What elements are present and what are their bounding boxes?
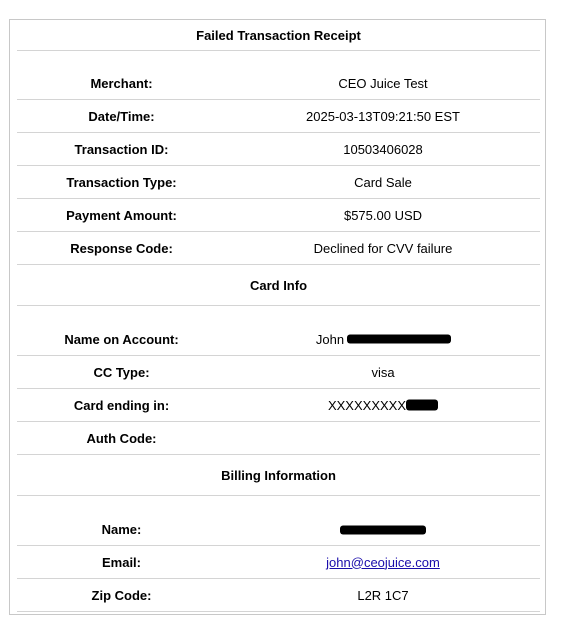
datetime-row: [17, 100, 540, 133]
transaction-type-label: Transaction Type:: [66, 174, 177, 190]
name-on-account-value: [226, 332, 540, 347]
cc-type-value: visa: [371, 364, 395, 380]
email-row: [17, 546, 540, 579]
datetime-value: 2025-03-13T09:21:50 EST: [306, 108, 460, 124]
redaction-mark: [340, 526, 426, 535]
zip-code-row: [17, 579, 540, 612]
datetime-label: Date/Time:: [88, 108, 155, 124]
payment-amount-label: Payment Amount:: [66, 207, 177, 223]
merchant-value: CEO Juice Test: [338, 75, 428, 91]
email-link[interactable]: john@ceojuice.com: [326, 554, 440, 570]
zip-code-label: Zip Code:: [91, 587, 152, 603]
card-ending-masked: XXXXXXXXX: [327, 397, 407, 413]
transaction-id-label: Transaction ID:: [74, 141, 169, 157]
card-ending-label: Card ending in:: [73, 397, 170, 413]
card-ending-row: [17, 389, 540, 422]
billing-name-value: [226, 522, 540, 537]
spacer: [17, 496, 540, 513]
transaction-type-value: Card Sale: [354, 174, 412, 190]
transaction-id-value: 10503406028: [343, 141, 423, 157]
auth-code-label: Auth Code:: [86, 430, 157, 446]
name-on-account-row: [17, 323, 540, 356]
spacer: [17, 51, 540, 67]
receipt-title: Failed Transaction Receipt: [17, 20, 540, 51]
cc-type-label: CC Type:: [93, 364, 150, 380]
response-code-row: [17, 232, 540, 265]
merchant-label: Merchant:: [90, 75, 153, 91]
cc-type-row: [17, 356, 540, 389]
payment-amount-value: $575.00 USD: [343, 207, 423, 223]
zip-code-value: L2R 1C7: [357, 587, 409, 603]
receipt-inner: [17, 20, 540, 612]
response-code-value: Declined for CVV failure: [313, 240, 453, 256]
billing-name-label: Name:: [101, 521, 142, 537]
transaction-type-row: [17, 166, 540, 199]
billing-info-heading: Billing Information: [17, 455, 540, 496]
email-label: Email:: [101, 554, 141, 570]
payment-amount-row: [17, 199, 540, 232]
card-info-heading: Card Info: [17, 265, 540, 306]
name-on-account-first: John: [315, 331, 345, 347]
redaction-mark: [347, 335, 451, 344]
failed-transaction-receipt: [9, 19, 546, 615]
merchant-row: [17, 67, 540, 100]
name-on-account-label: Name on Account:: [64, 331, 179, 347]
email-value: [226, 555, 540, 570]
transaction-id-row: [17, 133, 540, 166]
billing-name-row: [17, 513, 540, 546]
card-ending-value: [226, 398, 540, 413]
auth-code-row: [17, 422, 540, 455]
response-code-label: Response Code:: [70, 240, 173, 256]
spacer: [17, 306, 540, 323]
redaction-mark: [406, 400, 438, 411]
